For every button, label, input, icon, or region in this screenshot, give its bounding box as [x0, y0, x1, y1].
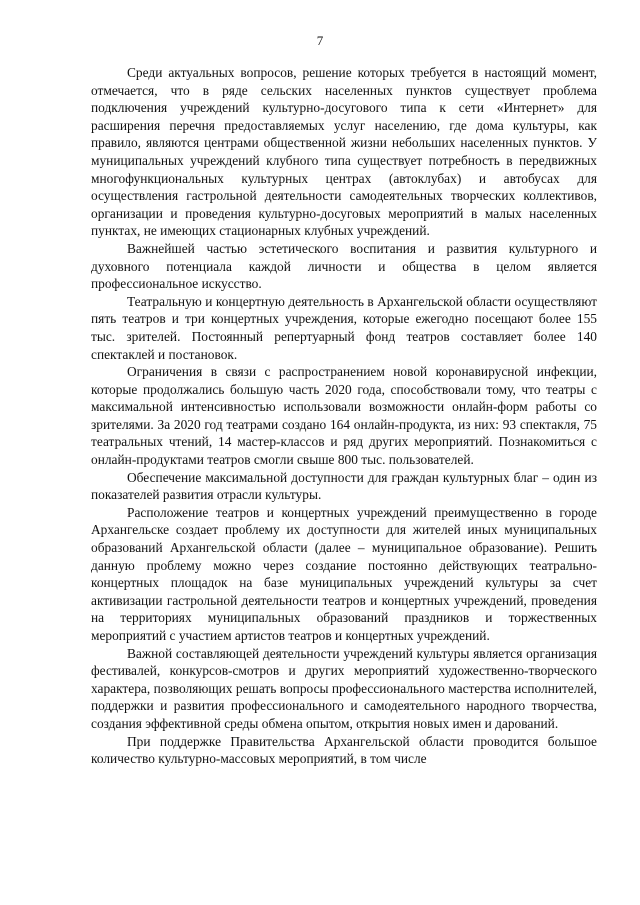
paragraph-covid-online: Ограничения в связи с распространением новой коронавирусной инфекции, которые продолжались большую часть 2020 года, способствовали тому, что театры с максимальной интенсивностью использовали возможности онлайн-форм работы со зрителями. За 2020 год театрами создано 164 онлайн-продукта, из них: 93 спектакля, 75 театральных чтений, 14 мастер-классов и ряд других мероприятий. Познакомиться с онлайн-продуктами театров смогли свыше 800 тыс. пользователей.: [91, 364, 597, 468]
paragraph-professional-art: Важнейшей частью эстетического воспитания и развития культурного и духовного потенциала каждой личности и общества в целом является профессиональное искусство.: [91, 240, 597, 292]
document-body: [91, 64, 597, 768]
paragraph-rural-internet: Среди актуальных вопросов, решение которых требуется в настоящий момент, отмечается, что в ряде сельских населенных пунктов существует проблема подключения учреждений культурно-досугового типа к сети «Интернет» для расширения перечня предоставляемых услуг населению, где дома культуры, как правило, являются центрами общественной жизни небольших населенных пунктов. У муниципальных учреждений клубного типа существует потребность в передвижных многофункциональных культурных центрах (автоклубах) и автобусах для осуществления гастрольной деятельности самодеятельных творческих коллективов, организации и проведения культурно-досуговых мероприятий в малых населенных пунктах, не имеющих стационарных клубных учреждений.: [91, 65, 597, 239]
page-number: 7: [316, 33, 324, 48]
paragraph-accessibility: Обеспечение максимальной доступности для граждан культурных благ – один из показателей развития отрасли культуры.: [91, 469, 597, 503]
paragraph-theatre-location: Расположение театров и концертных учреждений преимущественно в городе Архангельске создает проблему их доступности для жителей иных муниципальных образований Архангельской области (далее – муниципальное образование). Решить данную проблему можно через создание постоянно действующих театрально-концертных площадок на базе муниципальных учреждений культуры за счет активизации гастрольной деятельности театров и концертных учреждений, проведения на территориях муниципальных образований праздников и торжественных мероприятий с участием артистов театров и концертных учреждений.: [91, 504, 597, 643]
paragraph-festivals: Важной составляющей деятельности учреждений культуры является организация фестивалей, конкурсов-смотров и других мероприятий художественно-творческого характера, позволяющих решать вопросы профессионального мастерства исполнителей, поддержки и развития профессионального и самодеятельного народного творчества, создания эффективной среды обмена опытом, открытия новых имен и дарований.: [91, 645, 597, 731]
paragraph-theatres-concerts: Театральную и концертную деятельность в Архангельской области осуществляют пять театров и три концертных учреждения, которые ежегодно посещают более 155 тыс. зрителей. Постоянный репертуарный фонд театров составляет более 140 спектаклей и постановок.: [91, 293, 597, 362]
paragraph-government-support: При поддержке Правительства Архангельской области проводится большое количество культурно-массовых мероприятий, в том числе: [91, 733, 597, 767]
